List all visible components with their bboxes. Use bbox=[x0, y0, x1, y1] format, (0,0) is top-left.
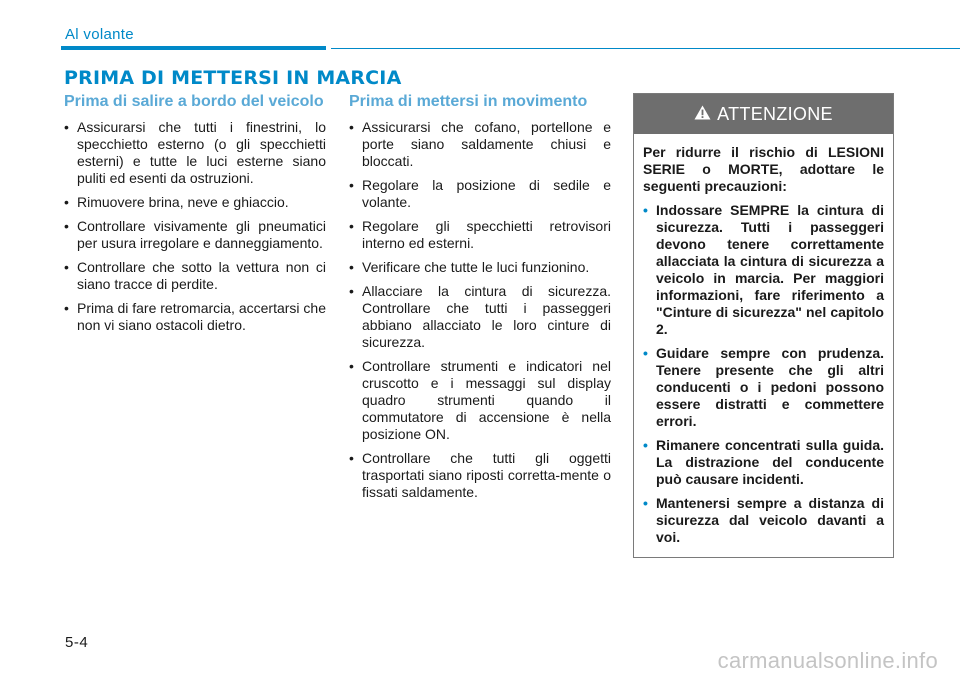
list-item: • Verificare che tutte le luci funzionino. bbox=[349, 259, 611, 276]
header-rule-thin bbox=[331, 48, 960, 49]
list-item: • Controllare visivamente gli pneumatici per usura irregolare e danneggiamento. bbox=[64, 218, 326, 252]
warning-header bbox=[634, 94, 893, 134]
header-rule-thick bbox=[61, 46, 326, 50]
warning-body bbox=[634, 134, 893, 546]
list-item: • Assicurarsi che cofano, portellone e porte siano saldamente chiusi e bloccati. bbox=[349, 119, 611, 170]
list-item: • Assicurarsi che tutti i finestrini, lo specchietto esterno (o gli specchietti esterni) e tutte le luci esterne siano puliti ed esenti da ostruzioni. bbox=[64, 119, 326, 187]
warning-item: • Rimanere concentrati sulla guida. La distrazione del conducente può causare incidenti. bbox=[643, 437, 884, 488]
warning-item: • Indossare SEMPRE la cintura di sicurezza. Tutti i passeggeri devono tenere correttamente allacciata la cintura di sicurezza a veicolo in marcia. Per maggiori informazioni, fare riferimento a "Cinture di sicurezza" nel capitolo 2. bbox=[643, 202, 884, 338]
warning-list bbox=[643, 202, 884, 546]
list-item: • Rimuovere brina, neve e ghiaccio. bbox=[64, 194, 326, 211]
column-before-boarding bbox=[64, 93, 326, 341]
column-before-moving bbox=[349, 93, 611, 508]
list-item: • Regolare gli specchietti retrovisori interno ed esterni. bbox=[349, 218, 611, 252]
bullet-list bbox=[349, 119, 611, 501]
bullet-list bbox=[64, 119, 326, 334]
page-number: 5-4 bbox=[65, 634, 89, 651]
watermark: carmanualsonline.info bbox=[717, 648, 938, 673]
list-item: • Regolare la posizione di sedile e volante. bbox=[349, 177, 611, 211]
list-item: • Allacciare la cintura di sicurezza. Controllare che tutti i passeggeri abbiano allacciato le loro cinture di sicurezza. bbox=[349, 283, 611, 351]
page-title: PRIMA DI METTERSI IN MARCIA bbox=[64, 67, 402, 89]
list-item: • Prima di fare retromarcia, accertarsi che non vi siano ostacoli dietro. bbox=[64, 300, 326, 334]
list-item: • Controllare strumenti e indicatori nel cruscotto e i messaggi sul display quadro strumenti quando il commutatore di accensione è nella posizione ON. bbox=[349, 358, 611, 443]
warning-box bbox=[633, 93, 894, 558]
warning-triangle-icon bbox=[694, 104, 717, 125]
column-heading: Prima di mettersi in movimento bbox=[349, 93, 588, 110]
warning-item: • Mantenersi sempre a distanza di sicurezza dal veicolo davanti a voi. bbox=[643, 495, 884, 546]
section-label: Al volante bbox=[65, 26, 134, 43]
column-heading: Prima di salire a bordo del veicolo bbox=[64, 93, 324, 110]
warning-intro: Per ridurre il rischio di LESIONI SERIE o MORTE, adottare le seguenti precauzioni: bbox=[643, 144, 884, 194]
list-item: • Controllare che sotto la vettura non ci siano tracce di perdite. bbox=[64, 259, 326, 293]
warning-item: • Guidare sempre con prudenza. Tenere presente che gli altri conducenti o i pedoni possono essere distratti e commettere errori. bbox=[643, 345, 884, 430]
list-item: • Controllare che tutti gli oggetti trasportati siano riposti corretta-mente o fissati saldamente. bbox=[349, 450, 611, 501]
warning-title: ATTENZIONE bbox=[717, 103, 833, 124]
